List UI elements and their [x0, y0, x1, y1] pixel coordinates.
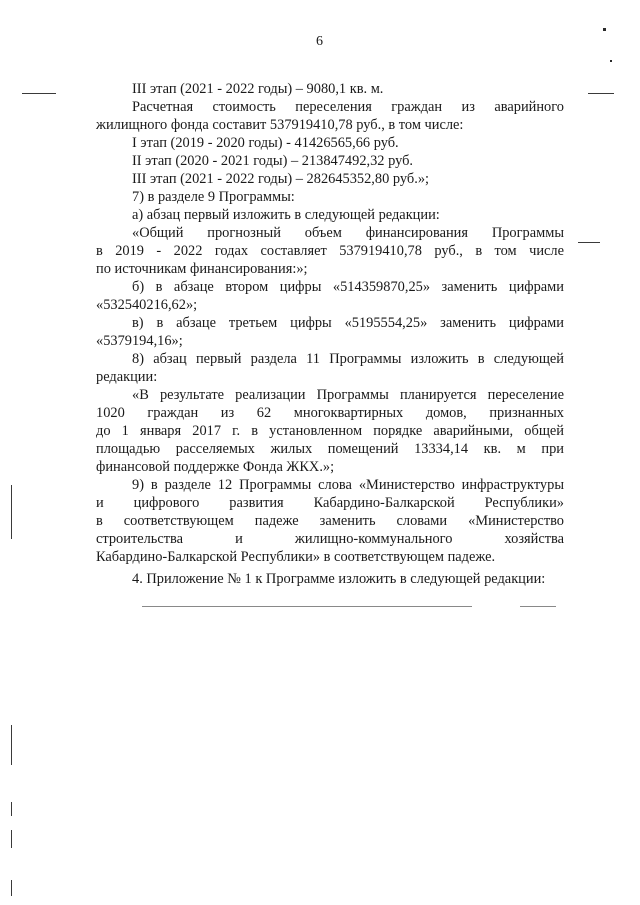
text-line: в 2019 - 2022 годах составляет 537919410,78 руб., в том числе	[96, 243, 564, 259]
text-line: б) в абзаце втором цифры «514359870,25» заменить цифрами	[132, 279, 564, 295]
text-line: «Общий прогнозный объем финансирования Программы	[132, 225, 564, 241]
scan-artifact-middle-right	[520, 606, 556, 607]
scan-artifact-middle-line	[142, 606, 472, 607]
scan-speck	[603, 28, 606, 31]
text-line: по источникам финансирования:»;	[96, 261, 308, 277]
text-line: «5379194,16»;	[96, 333, 183, 349]
text-line: «532540216,62»;	[96, 297, 198, 313]
text-line: до 1 января 2017 г. в установленном порядке аварийными, общей	[96, 423, 564, 439]
text-line: а) абзац первый изложить в следующей редакции:	[132, 207, 440, 223]
scan-artifact-left-bar-3	[11, 802, 12, 816]
scan-artifact-left-bar-4	[11, 830, 12, 848]
scan-artifact-top-left	[22, 93, 56, 94]
text-line: строительства и жилищно-коммунального хозяйства	[96, 531, 564, 547]
text-line: II этап (2020 - 2021 годы) – 213847492,32 руб.	[132, 153, 414, 169]
text-line: Расчетная стоимость переселения граждан из аварийного	[132, 99, 564, 115]
scan-artifact-left-bar-5	[11, 880, 12, 896]
page-number: 6	[316, 34, 323, 49]
text-line: площадью расселяемых жилых помещений 13334,14 кв. м при	[96, 441, 564, 457]
text-line: в соответствующем падеже заменить словами «Министерство	[96, 513, 564, 529]
text-line: 7) в разделе 9 Программы:	[132, 189, 295, 205]
scan-artifact-left-bar-2	[11, 725, 12, 765]
text-line: Кабардино-Балкарской Республики» в соответствующем падеже.	[96, 549, 496, 565]
text-line: III этап (2021 - 2022 годы) – 282645352,80 руб.»;	[132, 171, 430, 187]
text-line: «В результате реализации Программы планируется переселение	[132, 387, 564, 403]
text-line: III этап (2021 - 2022 годы) – 9080,1 кв. м.	[132, 81, 384, 97]
text-line: 1020 граждан из 62 многоквартирных домов, признанных	[96, 405, 564, 421]
text-line: 4. Приложение № 1 к Программе изложить в следующей редакции:	[132, 571, 546, 587]
text-line: редакции:	[96, 369, 158, 385]
text-line: и цифрового развития Кабардино-Балкарской Республики»	[96, 495, 564, 511]
scan-artifact-right-dashes	[578, 242, 600, 243]
text-line: финансовой поддержке Фонда ЖКХ.»;	[96, 459, 335, 475]
scan-artifact-top-right	[588, 93, 614, 94]
text-line: 8) абзац первый раздела 11 Программы изложить в следующей	[132, 351, 564, 367]
text-line: 9) в разделе 12 Программы слова «Министерство инфраструктуры	[132, 477, 564, 493]
text-line: жилищного фонда составит 537919410,78 руб., в том числе:	[96, 117, 464, 133]
scan-artifact-left-bar-1	[11, 485, 12, 539]
scan-speck	[610, 60, 612, 62]
text-line: в) в абзаце третьем цифры «5195554,25» заменить цифрами	[132, 315, 564, 331]
text-line: I этап (2019 - 2020 годы) - 41426565,66 руб.	[132, 135, 399, 151]
